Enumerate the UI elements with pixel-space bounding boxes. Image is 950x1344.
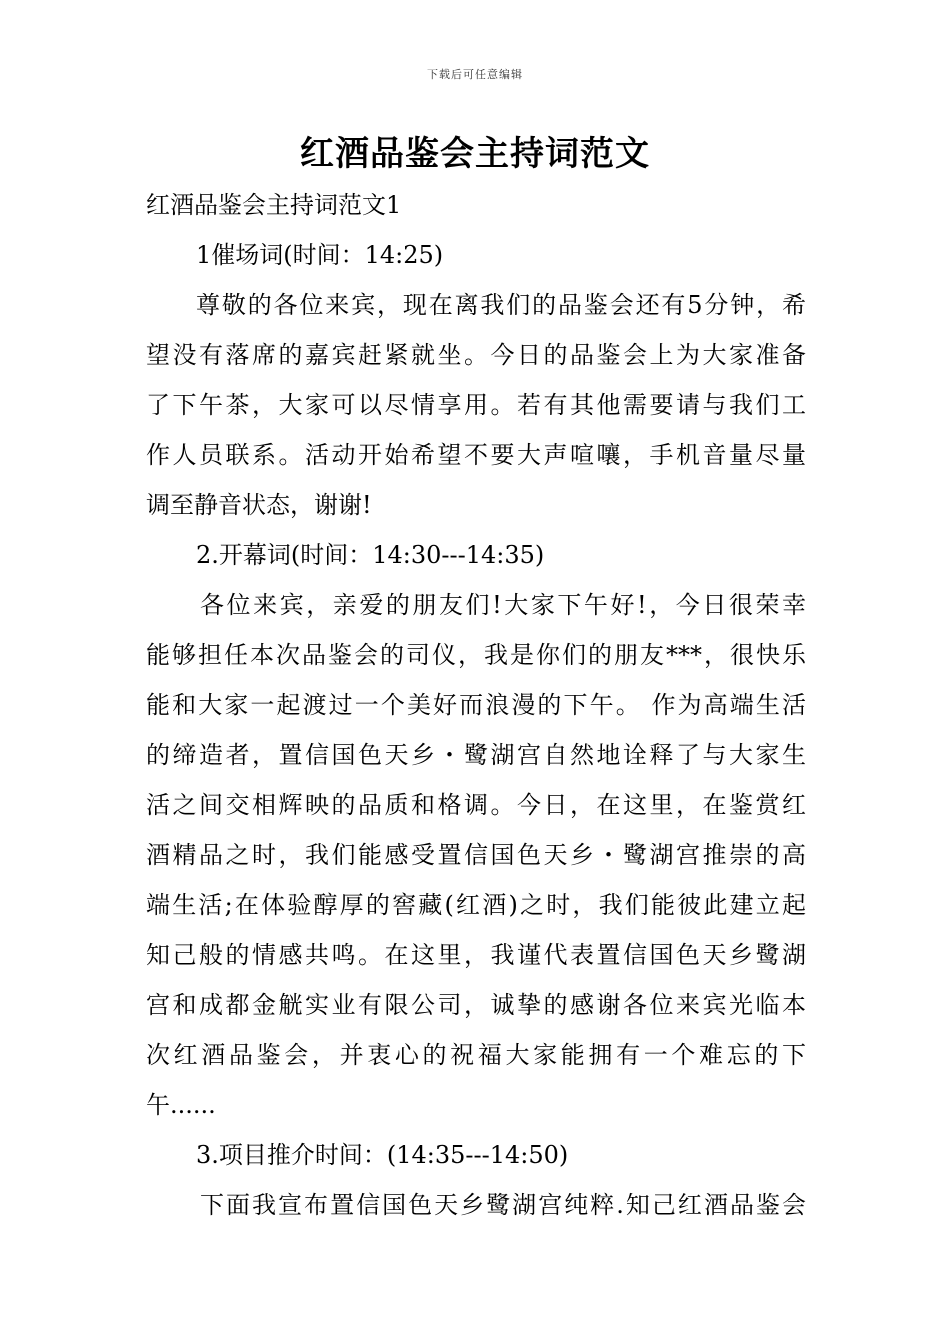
text-line: 知己般的情感共鸣。在这里，我谨代表置信国色天乡鹭湖	[146, 941, 806, 969]
text-line: 尊敬的各位来宾，现在离我们的品鉴会还有5分钟，希	[196, 291, 806, 319]
header-note: 下载后可任意编辑	[427, 68, 523, 81]
text-line: 午......	[146, 1091, 216, 1119]
text-line: 望没有落席的嘉宾赶紧就坐。今日的品鉴会上为大家准备	[146, 341, 806, 369]
text-line: 次红酒品鉴会，并衷心的祝福大家能拥有一个难忘的下	[146, 1041, 806, 1069]
text-line: 能够担任本次品鉴会的司仪，我是你们的朋友***，很快乐	[146, 641, 806, 669]
text-line: 2.开幕词(时间：14:30---14:35)	[196, 541, 545, 569]
text-line: 活之间交相辉映的品质和格调。今日，在这里，在鉴赏红	[146, 791, 806, 819]
text-line: 宫和成都金觥实业有限公司，诚挚的感谢各位来宾光临本	[146, 991, 806, 1019]
document-title: 红酒品鉴会主持词范文	[300, 134, 650, 174]
document-body	[146, 180, 806, 1230]
text-line: 酒精品之时，我们能感受置信国色天乡・鹭湖宫推崇的高	[146, 841, 806, 869]
text-line: 下面我宣布置信国色天乡鹭湖宫纯粹.知己红酒品鉴会	[200, 1191, 806, 1219]
text-line: 1催场词(时间：14:25)	[196, 241, 444, 269]
text-line: 作人员联系。活动开始希望不要大声喧嚷，手机音量尽量	[146, 441, 806, 469]
text-line: 调至静音状态，谢谢!	[146, 491, 372, 519]
text-line: 3.项目推介时间：(14:35---14:50)	[196, 1141, 569, 1169]
text-line: 能和大家一起渡过一个美好而浪漫的下午。 作为高端生活	[146, 691, 806, 719]
text-line: 了下午茶，大家可以尽情享用。若有其他需要请与我们工	[146, 391, 806, 419]
text-line: 端生活;在体验醇厚的窖藏(红酒)之时，我们能彼此建立起	[146, 891, 806, 919]
text-line: 各位来宾，亲爱的朋友们!大家下午好!，今日很荣幸	[200, 591, 806, 619]
text-line: 红酒品鉴会主持词范文1	[146, 191, 402, 219]
text-line: 的缔造者，置信国色天乡・鹭湖宫自然地诠释了与大家生	[146, 741, 806, 769]
